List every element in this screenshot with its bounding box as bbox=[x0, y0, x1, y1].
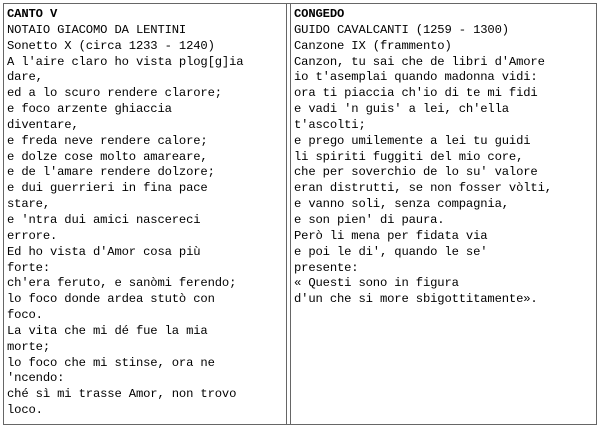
left-line: morte; bbox=[7, 339, 50, 354]
left-line: NOTAIO GIACOMO DA LENTINI bbox=[7, 22, 187, 37]
right-line: e poi le di', quando le se' bbox=[294, 244, 488, 259]
left-line: lo foco che mi stinse, ora ne bbox=[7, 355, 215, 370]
left-line: errore. bbox=[7, 228, 58, 243]
right-line: e vanno soli, senza compagnia, bbox=[294, 197, 509, 212]
left-line: ch'era feruto, e sanòmi ferendo; bbox=[7, 276, 237, 291]
left-line: forte: bbox=[7, 260, 50, 275]
left-line: stare, bbox=[7, 197, 50, 212]
left-line: La vita che mi dé fue la mia bbox=[7, 323, 208, 338]
left-line: e de l'amare rendere dolzore; bbox=[7, 165, 215, 180]
right-line: che per soverchio de lo su' valore bbox=[294, 165, 538, 180]
left-line: Sonetto X (circa 1233 - 1240) bbox=[7, 38, 215, 53]
right-column bbox=[291, 4, 596, 424]
right-line: io t'asemplai quando madonna vidi: bbox=[294, 70, 538, 85]
right-line: ora ti piaccia ch'io di te mi fidi bbox=[294, 86, 538, 101]
right-line: Canzon, tu sai che de libri d'Amore bbox=[294, 54, 545, 69]
left-line: lo foco donde ardea stutò con bbox=[7, 292, 215, 307]
left-line: loco. bbox=[7, 403, 43, 418]
right-line: GUIDO CAVALCANTI (1259 - 1300) bbox=[294, 22, 509, 37]
left-line: Ed ho vista d'Amor cosa più bbox=[7, 244, 201, 259]
left-line: diventare, bbox=[7, 117, 79, 132]
right-line: Però li mena per fidata via bbox=[294, 228, 488, 243]
left-line: e 'ntra dui amici nascereci bbox=[7, 212, 201, 227]
poem-table bbox=[3, 3, 597, 425]
left-line: foco. bbox=[7, 308, 43, 323]
right-line: e son pien' di paura. bbox=[294, 212, 445, 227]
right-line: « Questi sono in figura bbox=[294, 276, 459, 291]
left-line: e foco arzente ghiaccia bbox=[7, 102, 172, 117]
right-line: eran distrutti, se non fosser vòlti, bbox=[294, 181, 552, 196]
left-line: 'ncendo: bbox=[7, 371, 65, 386]
right-line: li spiriti fuggiti del mio core, bbox=[294, 149, 524, 164]
left-column bbox=[4, 4, 287, 424]
left-line: e freda neve rendere calore; bbox=[7, 133, 208, 148]
right-line: e vadi 'n guis' a lei, ch'ella bbox=[294, 102, 509, 117]
right-line: t'ascolti; bbox=[294, 117, 366, 132]
left-line: dare, bbox=[7, 70, 43, 85]
left-line: e dui guerrieri in fina pace bbox=[7, 181, 208, 196]
left-heading: CANTO V bbox=[7, 7, 58, 21]
right-line: Canzone IX (frammento) bbox=[294, 38, 452, 53]
right-line: d'un che si more sbigottitamente». bbox=[294, 292, 538, 307]
right-heading: CONGEDO bbox=[294, 7, 345, 21]
left-line: A l'aire claro ho vista plog[g]ia bbox=[7, 54, 244, 69]
left-line: e dolze cose molto amareare, bbox=[7, 149, 208, 164]
right-line: presente: bbox=[294, 260, 359, 275]
left-line: ché sì mi trasse Amor, non trovo bbox=[7, 387, 237, 402]
right-line: e prego umilemente a lei tu guidi bbox=[294, 133, 531, 148]
left-line: ed a lo scuro rendere clarore; bbox=[7, 86, 222, 101]
